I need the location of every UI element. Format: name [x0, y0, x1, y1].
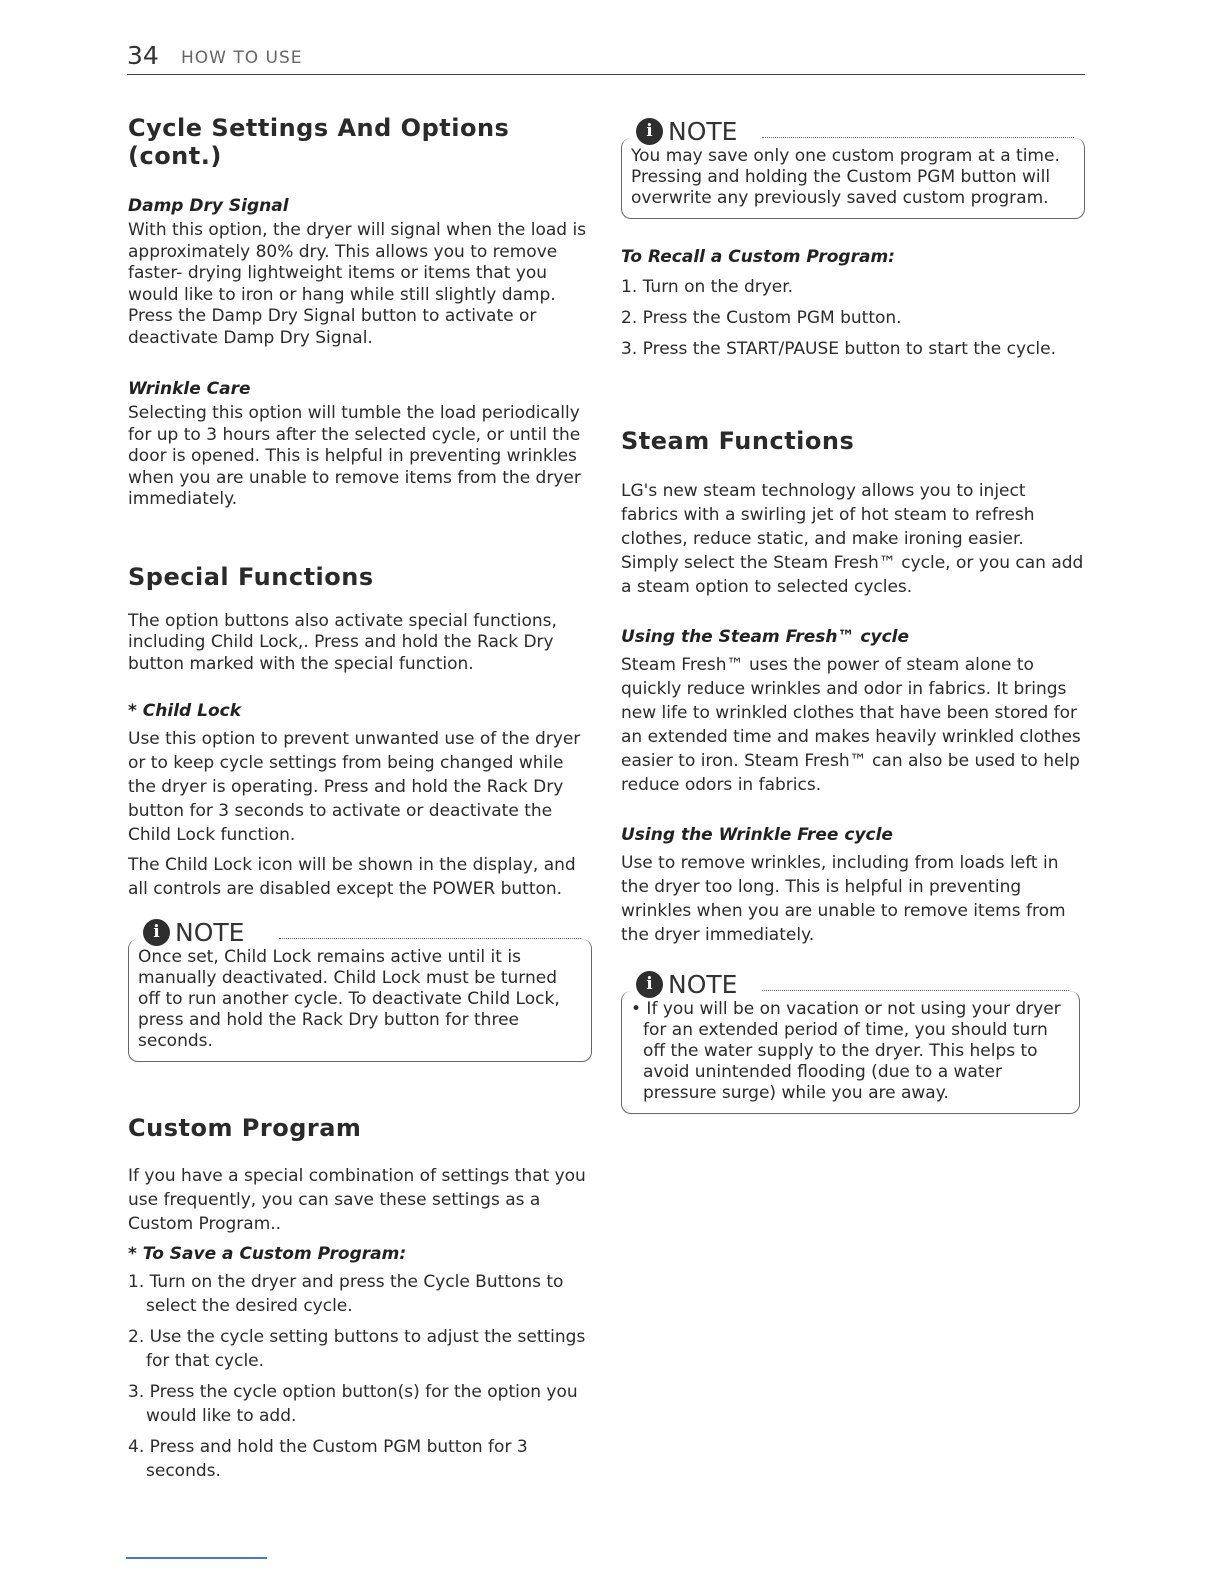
list-item: 2. Press the Custom PGM button. — [621, 308, 902, 328]
list-item: 3. Press the cycle option button(s) for the option you would like to add. — [128, 1382, 578, 1426]
steam-functions-title: Steam Functions — [621, 427, 855, 455]
custom-program-intro: If you have a special combination of settings that you use frequently, you can save these settings as a Custom Program.. — [128, 1166, 586, 1234]
recall-heading: To Recall a Custom Program: — [621, 247, 895, 267]
note-header — [636, 118, 743, 145]
footer-link-rule — [126, 1557, 267, 1559]
child-lock-display-text: The Child Lock icon will be shown in the display, and all controls are disabled except the POWER button. — [128, 855, 576, 899]
section-title: HOW TO USE — [181, 48, 303, 68]
custom-program-note-text: You may save only one custom program at a time. Pressing and holding the Custom PGM button will overwrite any previously saved custom program. — [631, 146, 1060, 208]
custom-program-note — [621, 117, 1085, 219]
note-label: NOTE — [175, 918, 245, 947]
recall-steps — [621, 275, 1085, 361]
note-label: NOTE — [668, 117, 738, 146]
damp-dry-section — [128, 196, 592, 349]
note-header — [143, 919, 250, 946]
steam-intro-2: Simply select the Steam Fresh™ cycle, or you can add a steam option to selected cycles. — [621, 553, 1084, 597]
save-custom-heading: * To Save a Custom Program: — [128, 1244, 407, 1264]
vacation-note-text: • If you will be on vacation or not using your dryer for an extended period of time, you should turn off the water supply to the dryer. This helps to avoid unintended flooding (due to a water pressure surge) while you are away. — [631, 999, 1061, 1103]
child-lock-note-text: Once set, Child Lock remains active until it is manually deactivated. Child Lock must be turned off to run another cycle. To deactivate Child Lock, press and hold the Rack Dry button for three seconds. — [138, 947, 560, 1051]
child-lock-note — [128, 918, 592, 1062]
wrinkle-care-text: Selecting this option will tumble the load periodically for up to 3 hours after the selected cycle, or until the door is opened. This is helpful in preventing wrinkles when you are unable to remove items from the dryer immediately. — [128, 403, 581, 509]
save-custom-steps — [128, 1270, 592, 1483]
list-item: 1. Turn on the dryer. — [621, 277, 794, 297]
wrinkle-care-heading: Wrinkle Care — [128, 379, 251, 399]
page-number: 34 — [127, 41, 159, 70]
child-lock-heading: * Child Lock — [128, 701, 242, 721]
right-column — [621, 117, 1085, 1114]
info-icon: i — [143, 919, 170, 946]
custom-program-title: Custom Program — [128, 1114, 362, 1142]
note-top-rule — [762, 990, 1069, 991]
cycle-settings-title: Cycle Settings And Options (cont.) — [128, 114, 510, 170]
note-header — [636, 971, 743, 998]
note-label: NOTE — [668, 970, 738, 999]
note-top-rule — [762, 137, 1074, 138]
vacation-note — [621, 970, 1080, 1114]
note-top-rule — [279, 938, 581, 939]
list-item: 1. Turn on the dryer and press the Cycle Buttons to select the desired cycle. — [128, 1272, 564, 1316]
steam-fresh-heading: Using the Steam Fresh™ cycle — [621, 627, 910, 647]
list-item: 4. Press and hold the Custom PGM button for 3 seconds. — [128, 1437, 528, 1481]
damp-dry-heading: Damp Dry Signal — [128, 196, 289, 216]
left-column — [128, 114, 592, 1490]
wrinkle-care-section — [128, 379, 592, 511]
child-lock-text: Use this option to prevent unwanted use of the dryer or to keep cycle settings from being changed while the dryer is operating. Press and hold the Rack Dry button for 3 seconds to activate or deactivate the Child Lock function. — [128, 729, 581, 845]
info-icon: i — [636, 118, 663, 145]
list-item: 3. Press the START/PAUSE button to start the cycle. — [621, 339, 1057, 359]
wrinkle-free-text: Use to remove wrinkles, including from loads left in the dryer too long. This is helpful in preventing wrinkles when you are unable to remove items from the dryer immediately. — [621, 853, 1066, 945]
damp-dry-text: With this option, the dryer will signal when the load is approximately 80% dry. This allows you to remove faster- drying lightweight items or items that you would like to iron or hang while still slightly damp. Press the Damp Dry Signal button to activate or deactivate Damp Dry Signal. — [128, 220, 587, 348]
steam-intro: LG's new steam technology allows you to inject fabrics with a swirling jet of hot steam to refresh clothes, reduce static, and make ironing easier. — [621, 481, 1035, 549]
special-functions-title: Special Functions — [128, 562, 374, 591]
list-item: 2. Use the cycle setting buttons to adjust the settings for that cycle. — [128, 1327, 586, 1371]
special-functions-intro: The option buttons also activate special functions, including Child Lock,. Press and hold the Rack Dry button marked with the special function. — [128, 610, 557, 674]
wrinkle-free-heading: Using the Wrinkle Free cycle — [621, 825, 893, 845]
header-divider — [127, 74, 1085, 75]
info-icon: i — [636, 971, 663, 998]
steam-fresh-text: Steam Fresh™ uses the power of steam alone to quickly reduce wrinkles and odor in fabrics. It brings new life to wrinkled clothes that have been stored for an extended time and makes heavily wrinkled clothes easier to iron. Steam Fresh™ can also be used to help reduce odors in fabrics. — [621, 655, 1081, 795]
